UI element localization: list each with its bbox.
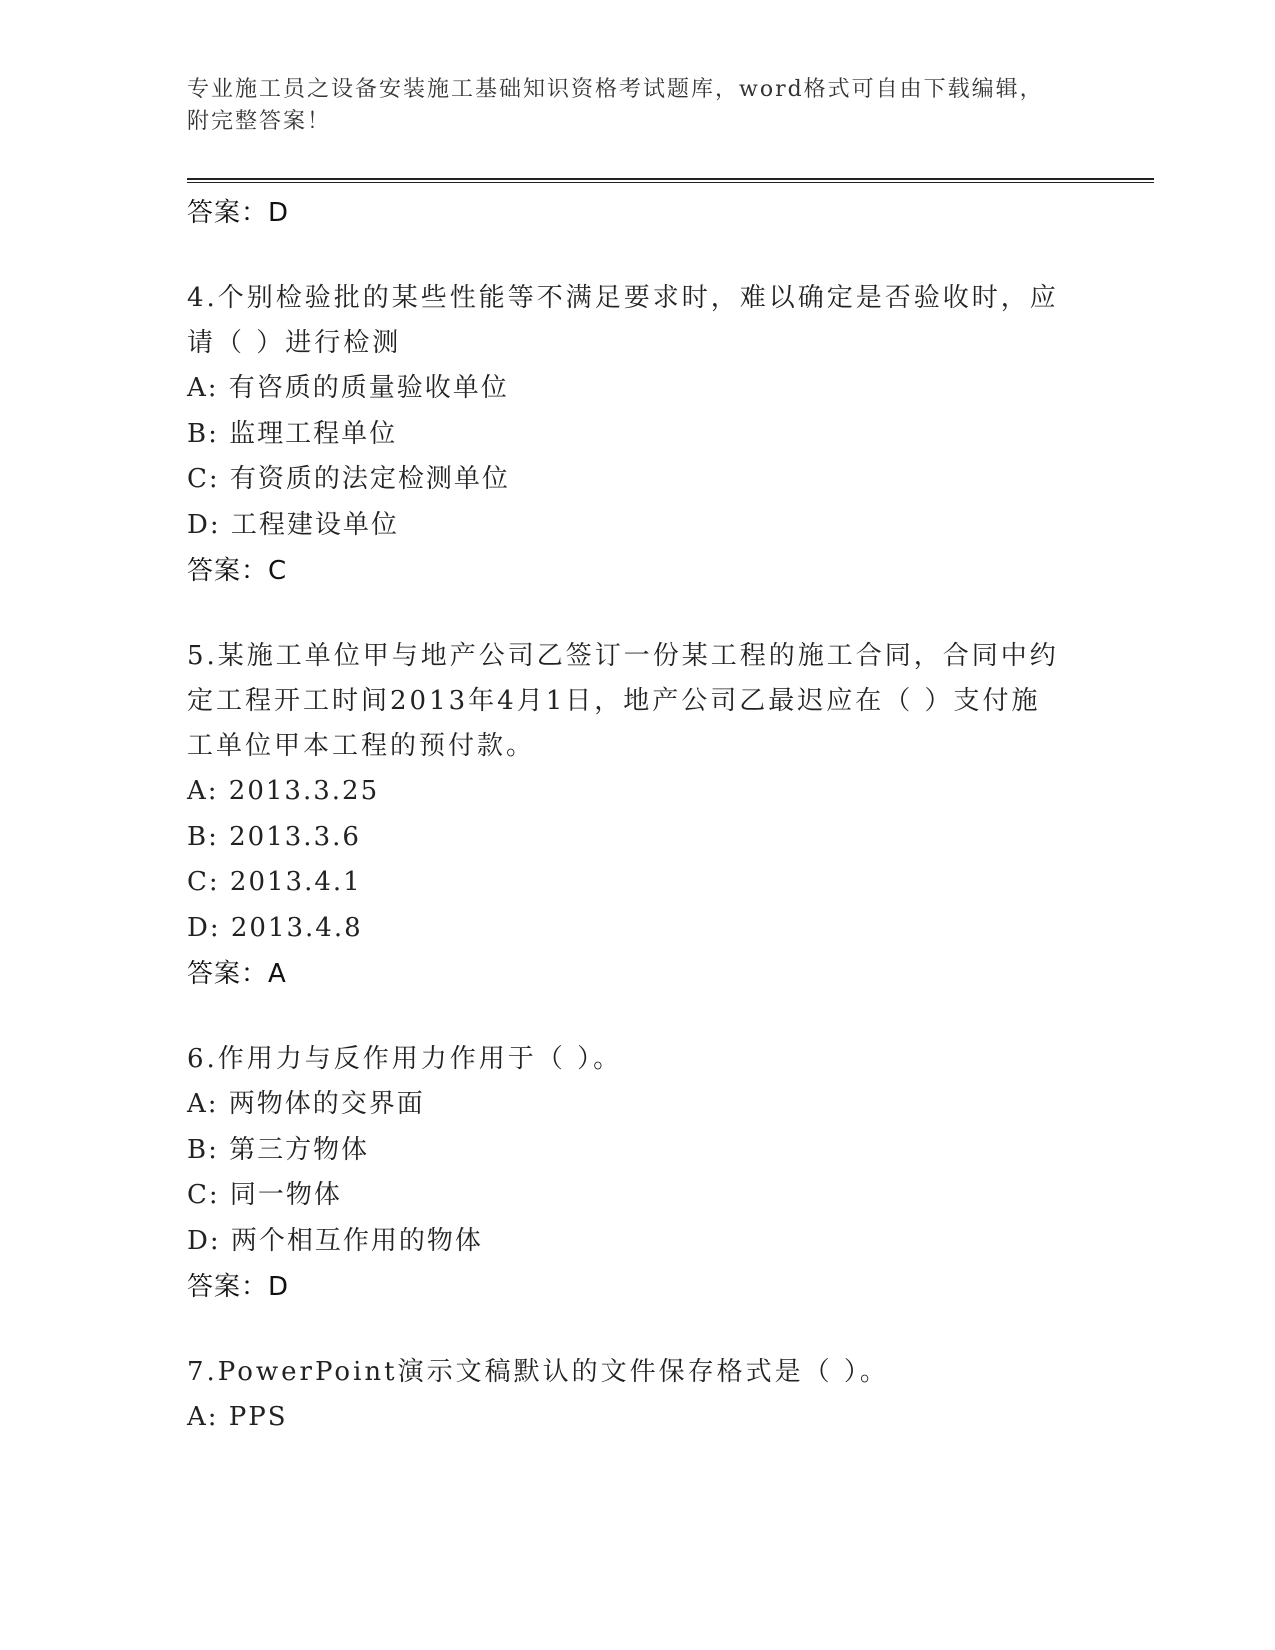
option-a: A: 有咨质的质量验收单位 (187, 373, 509, 403)
question-4 (187, 276, 1067, 594)
option-b: B: 监理工程单位 (187, 418, 398, 449)
question-text: 5.某施工单位甲与地产公司乙签订一份某工程的施工合同，合同中约定工程开工时间2013年4月1日，地产公司乙最迟应在（ ）支付施工单位甲本工程的预付款。 (187, 641, 1059, 761)
option-d: D: 两个相互作用的物体 (187, 1225, 483, 1256)
question-7 (187, 1350, 1067, 1441)
option-c: C: 2013.4.1 (187, 867, 362, 897)
header-line-2: 附完整答案！ (187, 109, 332, 134)
option-b: B: 第三方物体 (187, 1134, 370, 1165)
question-text: 4.个别检验批的某些性能等不满足要求时，难以确定是否验收时，应请（ ）进行检测 (187, 283, 1059, 358)
header-divider (187, 178, 1154, 183)
answer: 答案：D (187, 1272, 290, 1302)
option-a: A: 2013.3.25 (187, 776, 380, 806)
option-d: D: 工程建设单位 (187, 509, 399, 540)
question-text: 7.PowerPoint演示文稿默认的文件保存格式是（ ）。 (187, 1357, 889, 1387)
header-line-1: 专业施工员之设备安装施工基础知识资格考试题库，word格式可自由下载编辑， (187, 77, 1044, 102)
previous-answer: 答案：D (187, 198, 290, 228)
option-a: A: PPS (187, 1402, 288, 1432)
document-header (187, 74, 1067, 138)
question-5 (187, 634, 1067, 997)
option-c: C: 同一物体 (187, 1180, 342, 1210)
question-text: 6.作用力与反作用力作用于（ ）。 (187, 1044, 623, 1074)
option-a: A: 两物体的交界面 (187, 1089, 425, 1119)
document-body (187, 190, 1067, 1441)
option-b: B: 2013.3.6 (187, 821, 361, 852)
option-c: C: 有资质的法定检测单位 (187, 464, 510, 494)
option-d: D: 2013.4.8 (187, 912, 363, 943)
answer: 答案：A (187, 959, 287, 989)
question-6 (187, 1037, 1067, 1310)
answer: 答案：C (187, 556, 288, 586)
